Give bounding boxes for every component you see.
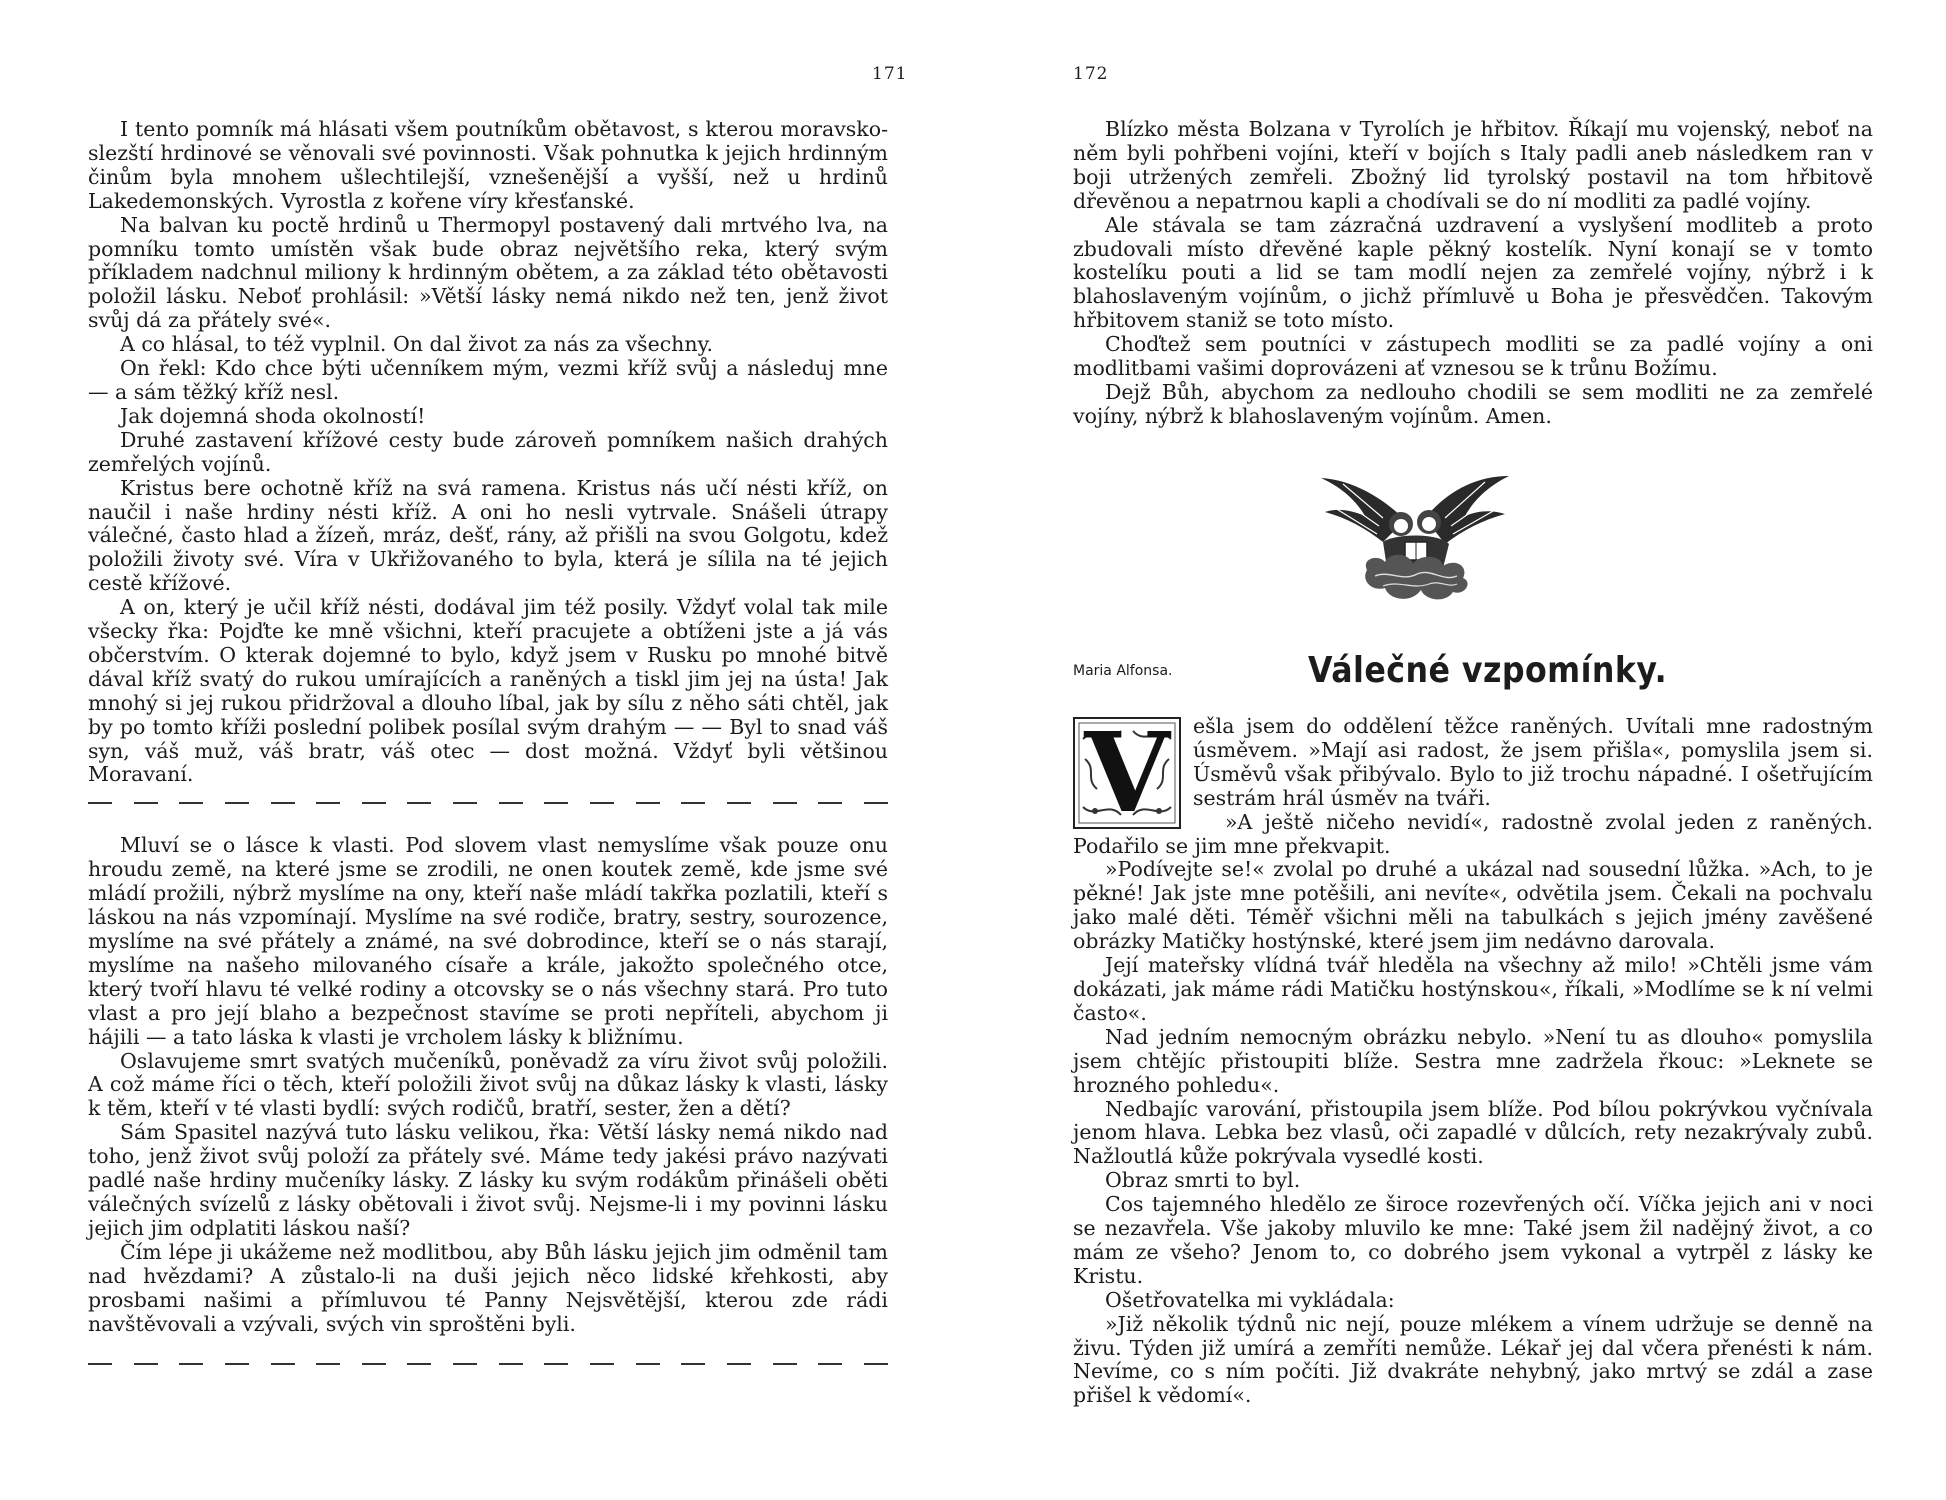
paragraph: On řekl: Kdo chce býti učenníkem mým, vezmi kříž svůj a následuj mne — a sám těžký kříž nesl. [88, 356, 888, 404]
page-number: 172 [1073, 64, 1109, 84]
paragraph: Jak dojemná shoda okolností! [120, 403, 426, 428]
paragraph: Ošetřovatelka mi vykládala: [1105, 1287, 1395, 1312]
angels-vignette-icon [1313, 458, 1513, 618]
section-separator [88, 1353, 888, 1365]
paragraph: Čím lépe ji ukážeme než modlitbou, aby Bůh lásku jejich jim odměnil tam nad hvězdami? A zůstalo-li na duši jejich něco lidské křehkosti, aby prosbami našimi a přímluvou té Panny Nejsvětější, kterou zde rádi navštěvovali a vzývali, svých vin sproštěni byli. [88, 1239, 888, 1336]
article-title: Válečné vzpomínky. [1308, 650, 1668, 691]
paragraph: Dejž Bůh, abychom za nedlouho chodili se sem modliti ne za zemřelé vojíny, nýbrž k blahoslaveným vojínům. Amen. [1073, 379, 1873, 428]
paragraph: Blízko města Bolzana v Tyrolích je hřbitov. Říkají mu vojenský, neboť na něm byli pohřbeni vojíni, kteří v bojích s Italy padli aneb následkem ran v boji utržených zemřeli. Zbožný lid tyrolský postavil na tom hřbitově dřevěnou a nepatrnou kapli a chodívali se do ní modliti za padlé vojíny. [1073, 117, 1873, 213]
paragraph: Nedbajíc varování, přistoupila jsem blíže. Pod bílou pokrývkou vyčnívala jenom hlava. Lebka bez vlasů, oči zapadlé v důlcích, rety nezakrývaly zubů. Nažloutlá kůže pokrývala vysedlé kosti. [1073, 1096, 1873, 1169]
story-column [1073, 708, 1873, 1408]
paragraph: »Již několik týdnů nic nejí, pouze mlékem a vínem udržuje se denně na živu. Týden již umírá a zemříti nemůže. Lékař jej dal včera přenésti k nám. Nevíme, co s ním počíti. Již dvakráte nehybný, jako mrtvý se zdál a zase přišel k vědomí«. [1073, 1311, 1873, 1408]
right-page [973, 0, 1946, 1500]
dropcap [1073, 708, 1181, 837]
paragraph: Obraz smrti to byl. [1105, 1168, 1301, 1193]
paragraph: Ale stávala se tam zázračná uzdravení a vyslyšení modliteb a proto zbudovali místo dřevěné kaple pěkný kostelík. Nyní konají se v tomto kostelíku pouti a lid se tam modlí nejen za zemřelé vojíny, nýbrž i k blahoslaveným vojínům, o jichž přímluvě u Boha je přesvědčen. Takovým hřbitovem staniž se toto místo. [1073, 212, 1873, 333]
paragraph: Cos tajemného hledělo ze široce rozevřených očí. Víčka jejich ani v noci se nezavřela. Vše jakoby mluvilo ke mne: Také jsem žil nadějný život, a co mám ze všeho? Jenom to, co dobrého jsem vykonal a vytrpěl z lásky ke Kristu. [1073, 1192, 1873, 1288]
paragraph: Choďtež sem poutníci v zástupech modliti se za padlé vojíny a oni modlitbami vašimi doprovázeni ať vznesou se k trůnu Božímu. [1073, 332, 1873, 381]
paragraph: Mluví se o lásce k vlasti. Pod slovem vlast nemyslíme však pouze onu hroudu země, na které jsme se zrodili, ne onen koutek země, kde jsme své mládí prožili, nýbrž myslíme na ony, kteří naše mládí takřka pozlatili, kteří s láskou na nás vzpomínají. Myslíme na své rodiče, bratry, sestry, sourozence, myslíme na své přátely a známé, na své dobrodince, kteří se o nás starají, myslíme na našeho milovaného císaře a krále, jakožto společného otce, který tvoří hlavu té velké rodiny a otcovsky se o nás všechny stará. Pro tuto vlast a pro její blaho a bezpečnost stavíme se proti nepříteli, abychom ji hájili — a tato láska k vlasti je vrcholem lásky k bližnímu. [88, 833, 888, 1049]
page-number: 171 [872, 64, 908, 84]
paragraph: Na balvan ku poctě hrdinů u Thermopyl postavený dali mrtvého lva, na pomníku tomto umístěn však bude obraz největšího reka, který svým příkladem nadchnul miliony k hrdinným obětem, a za základ této obětavosti položil lásku. Neboť prohlásil: »Větší lásky nemá nikdo než ten, jenž život svůj dá za přátely své«. [88, 212, 888, 333]
paragraph: Nad jedním nemocným obrázku nebylo. »Není tu as dlouho« pomyslila jsem chtějíc přistoupiti blíže. Sestra mne zadržela řkouc: »Leknete se hrozného pohledu«. [1073, 1024, 1873, 1097]
paragraph: Sám Spasitel nazývá tuto lásku velikou, řka: Větší lásky nemá nikdo nad toho, jenž život svůj položí za přátely své. Máme tedy jakési právo nazývati padlé naše hrdiny mučeníky lásky. Z lásky ku svým rodákům přinášeli oběti válečných svízelů z lásky obětovali i život svůj. Nejsme-li i my povinni lásku jejich jim odplatiti láskou naší? [88, 1120, 888, 1240]
paragraph: Druhé zastavení křížové cesty bude zároveň pomníkem našich drahých zemřelých vojínů. [88, 427, 888, 476]
dropcap-letter: V [1084, 708, 1170, 837]
paragraph: Její mateřsky vlídná tvář hleděla na všechny až milo! »Chtěli jsme vám dokázati, jak máme rádi Matičku hostýnskou«, říkali, »Modlíme se k ní velmi často«. [1073, 953, 1873, 1025]
paragraph: ešla jsem do oddělení těžce raněných. Uvítali mne radostným úsměvem. »Mají asi radost, že jsem přišla«, pomyslila jsem si. Úsměvů však přibývalo. Bylo to již trochu nápadné. I ošetřujícím sestrám hrál úsměv na tváři. [1193, 714, 1873, 810]
paragraph: Kristus bere ochotně kříž na svá ramena. Kristus nás učí nésti kříž, on naučil i naše hrdiny nésti kříž. A oni ho nesli vytrvale. Snášeli útrapy válečné, často hlad a žízeň, mráz, dešť, rány, až přišli na svou Golgotu, kdež položili životy své. Víra v Ukřižovaného to byla, která je sílila na té jejich cestě křížové. [88, 475, 888, 596]
right-intro-column [1073, 118, 1873, 429]
paragraph: I tento pomník má hlásati všem poutníkům obětavost, s kterou moravsko-slezští hrdinové se věnovali své povinnosti. Však pohnutka k jejich hrdinným činům byla mnohem ušlechtilejší, vznešenější a vyšší, než u hrdinů Lakedemonských. Vyrostla z kořene víry křesťanské. [88, 117, 888, 213]
paragraph: A co hlásal, to též vyplnil. On dal život za nás za všechny. [120, 332, 713, 357]
paragraph: »A ještě ničeho nevidí«, radostně zvolal jeden z raněných. Podařilo se jim mne překvapit. [1073, 809, 1873, 858]
left-text-column [88, 118, 888, 1365]
paragraph: A on, který je učil kříž nésti, dodával jim též posily. Vždyť volal tak mile všecky řka: Pojďte ke mně všichni, kteří pracujete a obtíženi jste a já vás občerstvím. O kterak dojemné to bylo, když jsem v Rusku po mnohé bitvě dával kříž svatý do rukou umírajících a raněných a tiskl jim jej na ústa! Jak mnohý si jej rukou přidržoval a dlouho líbal, jak by sílu z něho sáti chtěl, jak by po tomto kříži poslední polibek posílal svým drahým — — Byl to snad váš syn, váš muž, váš bratr, váš otec — dost možná. Vždyť byli většinou Moravaní. [88, 595, 888, 787]
paragraph: »Podívejte se!« zvolal po druhé a ukázal nad sousední lůžka. »Ach, to je pěkné! Jak jste mne potěšili, ani nevíte«, odvětila jsem. Čekali na pochvalu jako malé děti. Téměř všichni měli na tabulkách s jejich jmény zavěšené obrázky Matičky hostýnské, které jsem jim nedávno darovala. [1073, 857, 1873, 954]
paragraph: Oslavujeme smrt svatých mučeníků, poněvadž za víru život svůj položili. A což máme říci o těch, kteří položili život svůj na důkaz lásky k vlasti, lásky k těm, kteří v té vlasti bydlí: svých rodičů, bratří, sester, žen a dětí? [88, 1048, 888, 1121]
section-separator [88, 792, 888, 804]
author-name: Maria Alfonsa. [1073, 663, 1173, 679]
